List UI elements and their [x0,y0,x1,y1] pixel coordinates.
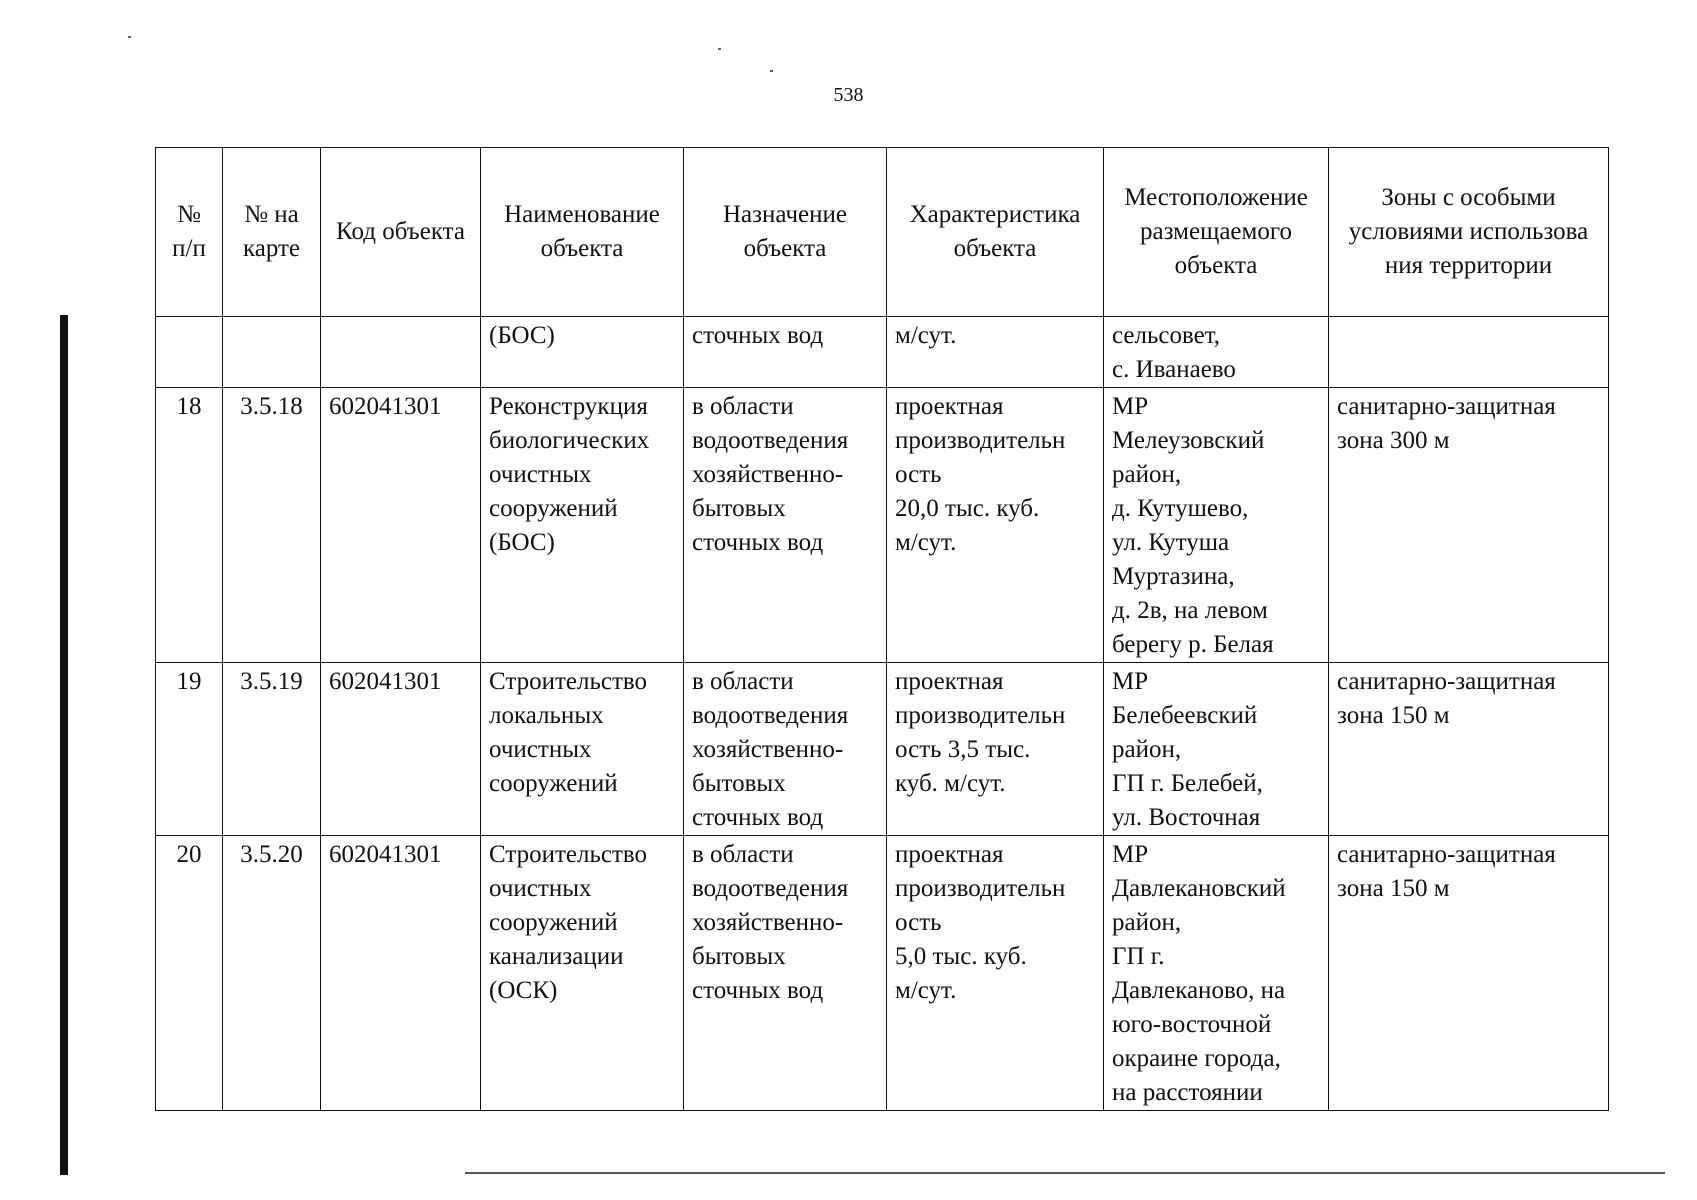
header-object-purpose: Назначение объекта [684,148,887,317]
page-number: 538 [833,84,864,106]
header-num: № п/п [156,148,223,317]
cell-special-zones: санитарно-защитная зона 300 м [1329,388,1609,663]
header-object-characteristic: Характеристика объекта [887,148,1104,317]
cell-object-characteristic: м/сут. [887,317,1104,388]
cell-object-characteristic: проектная производительн ость 20,0 тыс. куб. м/сут. [887,388,1104,663]
cell-object-purpose: сточных вод [684,317,887,388]
cell-object-purpose: в области водоотведения хозяйственно- бытовых сточных вод [684,663,887,836]
scan-speck [770,70,773,72]
scan-speck [128,36,131,38]
objects-table [155,147,1609,1111]
cell-map-num: 3.5.19 [223,663,321,836]
table-row [156,388,1609,663]
cell-object-purpose: в области водоотведения хозяйственно- бытовых сточных вод [684,836,887,1111]
cell-object-location: МР Мелеузовский район, д. Кутушево, ул. Кутуша Муртазина, д. 2в, на левом берегу р. Белая [1104,388,1329,663]
header-map-num: № на карте [223,148,321,317]
cell-num: 18 [156,388,223,663]
cell-object-code: 602041301 [321,663,481,836]
header-object-location: Местоположение размещаемого объекта [1104,148,1329,317]
cell-object-code: 602041301 [321,836,481,1111]
cell-num: 19 [156,663,223,836]
cell-special-zones: санитарно-защитная зона 150 м [1329,836,1609,1111]
cell-object-name: Реконструкция биологических очистных сооружений (БОС) [481,388,684,663]
cell-object-code [321,317,481,388]
cell-object-location: МР Белебеевский район, ГП г. Белебей, ул. Восточная [1104,663,1329,836]
cell-object-code: 602041301 [321,388,481,663]
cell-special-zones [1329,317,1609,388]
cell-object-location: сельсовет, с. Иванаево [1104,317,1329,388]
header-object-code: Код объекта [321,148,481,317]
scan-bottom-line [465,1172,1665,1174]
cell-num [156,317,223,388]
cell-object-purpose: в области водоотведения хозяйственно- бытовых сточных вод [684,388,887,663]
cell-object-name: Строительство очистных сооружений канализации (ОСК) [481,836,684,1111]
header-special-zones: Зоны с особыми условиями использова ния территории [1329,148,1609,317]
table-header-row [156,148,1609,317]
cell-special-zones: санитарно-защитная зона 150 м [1329,663,1609,836]
scan-speck [718,48,721,50]
cell-num: 20 [156,836,223,1111]
header-object-name: Наименование объекта [481,148,684,317]
cell-map-num: 3.5.20 [223,836,321,1111]
cell-object-name: (БОС) [481,317,684,388]
table-row [156,663,1609,836]
cell-map-num [223,317,321,388]
cell-object-characteristic: проектная производительн ость 5,0 тыс. куб. м/сут. [887,836,1104,1111]
cell-object-characteristic: проектная производительн ость 3,5 тыс. куб. м/сут. [887,663,1104,836]
cell-object-name: Строительство локальных очистных сооружений [481,663,684,836]
table-row-continuation [156,317,1609,388]
cell-map-num: 3.5.18 [223,388,321,663]
scan-edge-bar [60,315,68,1175]
table-row [156,836,1609,1111]
cell-object-location: МР Давлекановский район, ГП г. Давлеканово, на юго-восточной окраине города, на расстоянии [1104,836,1329,1111]
